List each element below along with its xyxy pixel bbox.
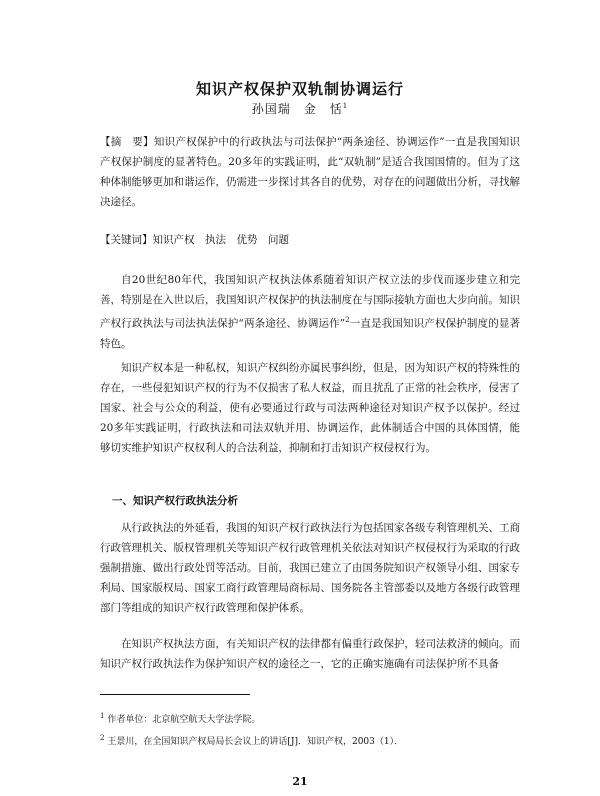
body-paragraph-3: 从行政执法的外延看，我国的知识产权行政执法行为包括国家各级专利管理机关、工商行政管理机关、版权管理机关等知识产权行政管理机关依法对知识产权侵权行为采取的行政强制措施、做出行政处罚等活动。目前，我国已建立了由国务院知识产权领导小组、国家专利局、国家版权局、国家工商行政管理局商标局、国务院各主管部委以及地方各级行政管理部门等组成的知识产权行政管理和保护体系。 bbox=[100, 522, 520, 614]
author-footnote-marker: 1 bbox=[342, 102, 349, 110]
abstract: 【摘 要】知识产权保护中的行政执法与司法保护“两条途径、协调运作”一直是我国知识产权保护制度的显著特色。20多年的实践证明，此“双轨制”是适合我国国情的。但为了这种体制能够更加和谐运作，仍需进一步探讨其各自的优势，对存在的问题做出分析，寻找解决途径。 bbox=[100, 136, 520, 208]
page-number: 21 bbox=[292, 775, 308, 788]
paragraph-1-text-b: 一直是我国知识产权保护制度的显著特色。 bbox=[100, 317, 520, 350]
footnote-2-text: 王景川，在全国知识产权局局长会议上的讲话[J]．知识产权，2003（1）． bbox=[107, 737, 404, 747]
author-line bbox=[0, 100, 600, 117]
footnote-1-marker: 1 bbox=[100, 712, 105, 720]
author-names: 孙国瑞 金 恬 bbox=[251, 102, 343, 116]
paper-title: 知识产权保护双轨制协调运行 bbox=[195, 80, 404, 98]
footnote-2-marker: 2 bbox=[100, 734, 105, 742]
keywords: 【关键词】知识产权 执法 优势 问题 bbox=[100, 234, 289, 246]
footnote-2 bbox=[100, 731, 520, 749]
body-paragraph-4: 在知识产权执法方面，有关知识产权的法律都有偏重行政保护，轻司法救济的倾向。而知识产权行政执法作为保护知识产权的途径之一，它的正确实施确有司法保护所不具备 bbox=[100, 638, 520, 670]
footnote-divider bbox=[100, 694, 250, 695]
footnote-ref-2: 2 bbox=[345, 316, 350, 324]
footnote-1-text: 作者单位：北京航空航天大学法学院。 bbox=[107, 715, 261, 725]
section-heading: 一、知识产权行政执法分析 bbox=[112, 495, 238, 507]
body-paragraph-2: 知识产权本是一种私权，知识产权纠纷亦属民事纠纷，但是，因为知识产权的特殊性的存在，一些侵犯知识产权的行为不仅损害了私人权益，而且扰乱了正常的社会秩序，侵害了国家、社会与公众的利益，使有必要通过行政与司法两种途径对知识产权予以保护。经过20多年实践证明，行政执法和司法双轨并用、协调运作，此体制适合中国的具体国情，能够切实维护知识产权权利人的合法利益，抑制和打击知识产权侵权行为。 bbox=[100, 362, 520, 454]
body-paragraph-1 bbox=[100, 270, 520, 354]
footnote-1 bbox=[100, 709, 520, 727]
paragraph-1-text-a: 自20世纪80年代，我国知识产权执法体系随着知识产权立法的步伐而逐步建立和完善，特别是在入世以后，我国知识产权保护的执法制度在与国际接轨方面也大步向前。知识产权行政执法与司法执法保护“两条途径、协调运作” bbox=[100, 274, 520, 330]
